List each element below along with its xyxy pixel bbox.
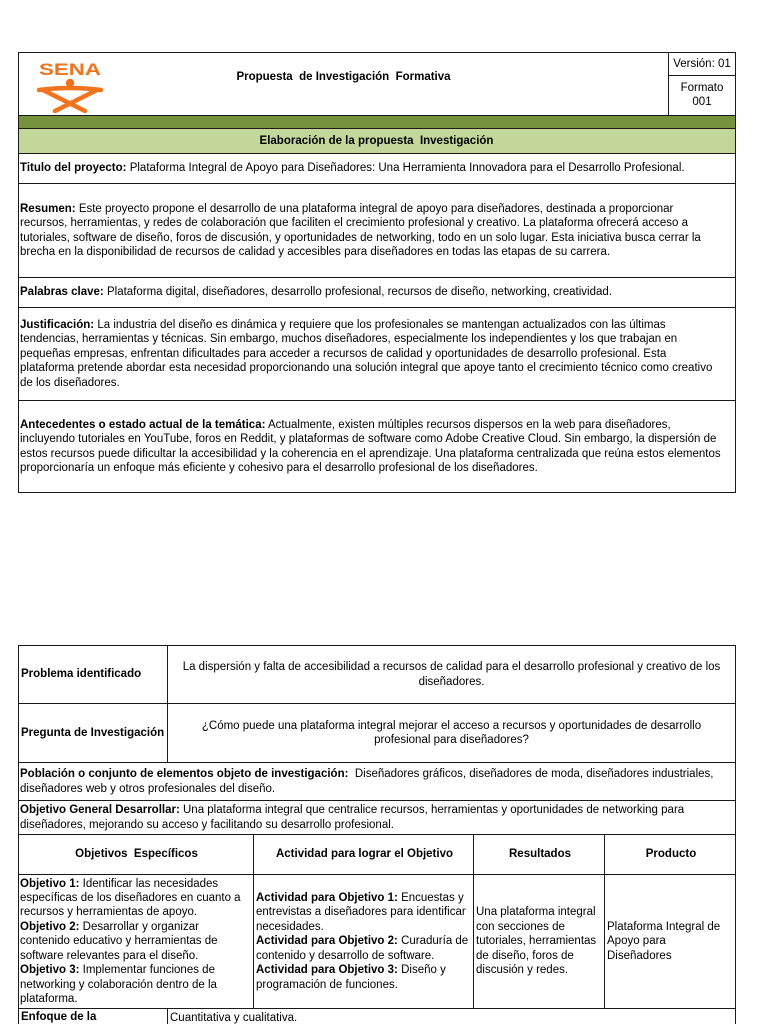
actividad-3-text: Diseño y programación de funciones. [256,964,446,991]
actividad-1-label: Actividad para Objetivo 1: [256,892,398,905]
titulo-text: Plataforma Integral de Apoyo para Diseñadores: Una Herramienta Innovadora para el Desarrollo Profesional. [129,162,685,175]
proposal-form-table [18,52,736,493]
objetivo-1-text: Identificar las necesidades específicas de los diseñadores en cuanto a recursos y herramientas de apoyo. [20,877,241,919]
pregunta-text: ¿Cómo puede una plataforma integral mejorar el acceso a recursos y oportunidades de desarrollo profesional para diseñadores? [201,719,702,746]
objetivos-list [20,877,241,1007]
problema-label: Problema identificado [21,668,142,681]
list-item [256,963,468,992]
palabras-clave-label: Palabras clave: [20,286,104,299]
objetivo-general-cell [19,801,735,834]
resumen-text: Este proyecto propone el desarrollo de una plataforma integral de apoyo para diseñadores, destinada a proporcionar recursos, herramientas, y redes de colaboración que faciliten el crecimiento profesional y creativo. La plataforma ofrecerá acceso a tutoriales, software de diseño, foros de discusión, y oportunidades de networking, todo en un solo lugar. Esta iniciativa busca cerrar la brecha en la disponibilidad de recursos de calidad y accesibles para diseñadores en todas las etapas de su carrera. [20,202,701,258]
objetivo-1-label: Objetivo 1: [20,877,80,890]
justificacion-text: La industria del diseño es dinámica y requiere que los profesionales se mantengan actualizados con las últimas tendencias, herramientas y técnicas. Sin embargo, muchos diseñadores, especialmente los independientes y los que trabajan en pequeñas empresas, enfrentan dificultades para acceder a recursos de calidad y oportunidades de desarrollo profesional. Esta plataforma pretende abordar esta necesidad proporcionando una solución integral que apoye tanto el crecimiento técnico como creativo de los diseñadores. [20,318,713,389]
column-header-actividad: Actividad para lograr el Objetivo [254,835,474,874]
sena-logo-text: SENA [39,60,101,79]
objetivo-3-text: Implementar funciones de networking y colaboración dentro de la plataforma. [20,964,217,1005]
list-item [20,920,241,963]
section-title-row [18,128,736,153]
section-title: Elaboración de la propuesta Investigación [259,134,494,147]
objetivo-general-label: Objetivo General Desarrollar: [20,804,180,817]
form-header [18,52,736,115]
column-header-objetivos: Objetivos Específicos [19,835,254,874]
resumen-label: Resumen: [20,202,76,215]
justificacion-block [20,318,712,390]
pregunta-label: Pregunta de Investigación [21,726,165,739]
producto-text: Plataforma Integral de Apoyo para Diseñadores [607,920,721,962]
justificacion-row [18,307,736,400]
objetivo-2-label: Objetivo 2: [20,920,80,933]
list-item [20,877,241,920]
poblacion-block [20,767,713,796]
pregunta-label-cell [19,704,168,762]
list-item [256,891,468,934]
formato-label: Formato [680,82,724,94]
enfoque-text: Cuantitativa y cualitativa. [170,1012,298,1024]
antecedentes-row [18,400,736,493]
palabras-clave-text: Plataforma digital, diseñadores, desarrollo profesional, recursos de diseño, networking, creatividad. [106,286,612,299]
enfoque-row [18,1008,736,1024]
antecedentes-block [20,418,721,476]
actividad-2-text: Curaduría de contenido y desarrollo de software. [256,935,469,962]
palabras-clave-row [18,277,736,307]
formato-cell [669,76,735,114]
producto-cell [605,875,735,1008]
green-divider-band [18,115,736,128]
list-item [20,963,241,1006]
objectives-content-row [18,874,736,1008]
objetivo-3-label: Objetivo 3: [20,964,80,977]
pregunta-row [18,703,736,762]
titulo-label: Titulo del proyecto: [20,162,127,175]
actividades-list [256,891,468,992]
objetivo-general-row [18,800,736,834]
problema-label-cell [19,646,168,703]
pregunta-text-cell [168,704,735,762]
objetivo-general-block [20,803,684,832]
actividades-cell [254,875,474,1008]
resumen-block [20,202,701,260]
formato-number: 001 [692,96,712,108]
problema-row [18,645,736,703]
problema-text: La dispersión y falta de accesibilidad a recursos de calidad para el desarrollo profesional y creativo de los diseñadores. [182,661,721,688]
version-cell: Versión: 01 [669,53,735,76]
poblacion-label: Población o conjunto de elementos objeto de investigación: [20,768,349,781]
objetivo-2-text: Desarrollar y organizar contenido educativo y herramientas de software relevantes para el diseño. [20,920,218,962]
justificacion-label: Justificación: [20,318,95,331]
objectives-header-row [18,834,736,874]
column-header-producto: Producto [645,848,697,861]
objetivo-general-text: Una plataforma integral que centralice recursos, herramientas y oportunidades de networking para diseñadores, mejorando su acceso y facilitando su desarrollo profesional. [20,804,685,831]
titulo-block [20,161,685,175]
resumen-cell [19,184,735,277]
header-meta [668,53,735,115]
antecedentes-label: Antecedentes o estado actual de la temática: [20,418,266,431]
titulo-row [18,153,736,183]
resultados-text: Una plataforma integral con secciones de tutoriales, herramientas de diseño, foros de discusión y redes. [476,906,597,977]
column-header-resultados: Resultados [474,835,605,874]
titulo-cell [19,154,735,183]
problema-text-cell [168,646,735,703]
poblacion-text: Diseñadores gráficos, diseñadores de moda, diseñadores industriales, diseñadores web y otros profesionales del diseño. [20,768,714,795]
antecedentes-cell [19,401,735,492]
research-table [18,645,736,1024]
list-item [256,934,468,963]
actividad-3-label: Actividad para Objetivo 3: [256,964,398,977]
actividad-2-label: Actividad para Objetivo 2: [256,935,398,948]
enfoque-label: Enfoque de la [19,1009,168,1024]
poblacion-cell [19,763,735,800]
palabras-clave-cell [19,278,735,307]
resumen-row [18,183,736,277]
form-title: Propuesta de Investigación Formativa [236,71,451,83]
antecedentes-text: Actualmente, existen múltiples recursos dispersos en la web para diseñadores, incluyendo tutoriales en YouTube, foros en Reddit, y plataformas de software como Adobe Creative Cloud. Sin embargo, la dispersión de estos recursos puede dificultar la accesibilidad y la coherencia en el aprendizaje. Una plataforma centralizada que reúna estos elementos proporcionaría un enfoque más eficiente y cohesivo para el desarrollo profesional de los diseñadores. [20,418,721,474]
actividad-1-text: Encuestas y entrevistas a diseñadores para identificar necesidades. [256,892,466,933]
palabras-clave-block [20,285,612,299]
justificacion-cell [19,308,735,400]
resultados-cell [474,875,605,1008]
poblacion-row [18,762,736,800]
objetivos-especificos-cell [19,875,254,1008]
